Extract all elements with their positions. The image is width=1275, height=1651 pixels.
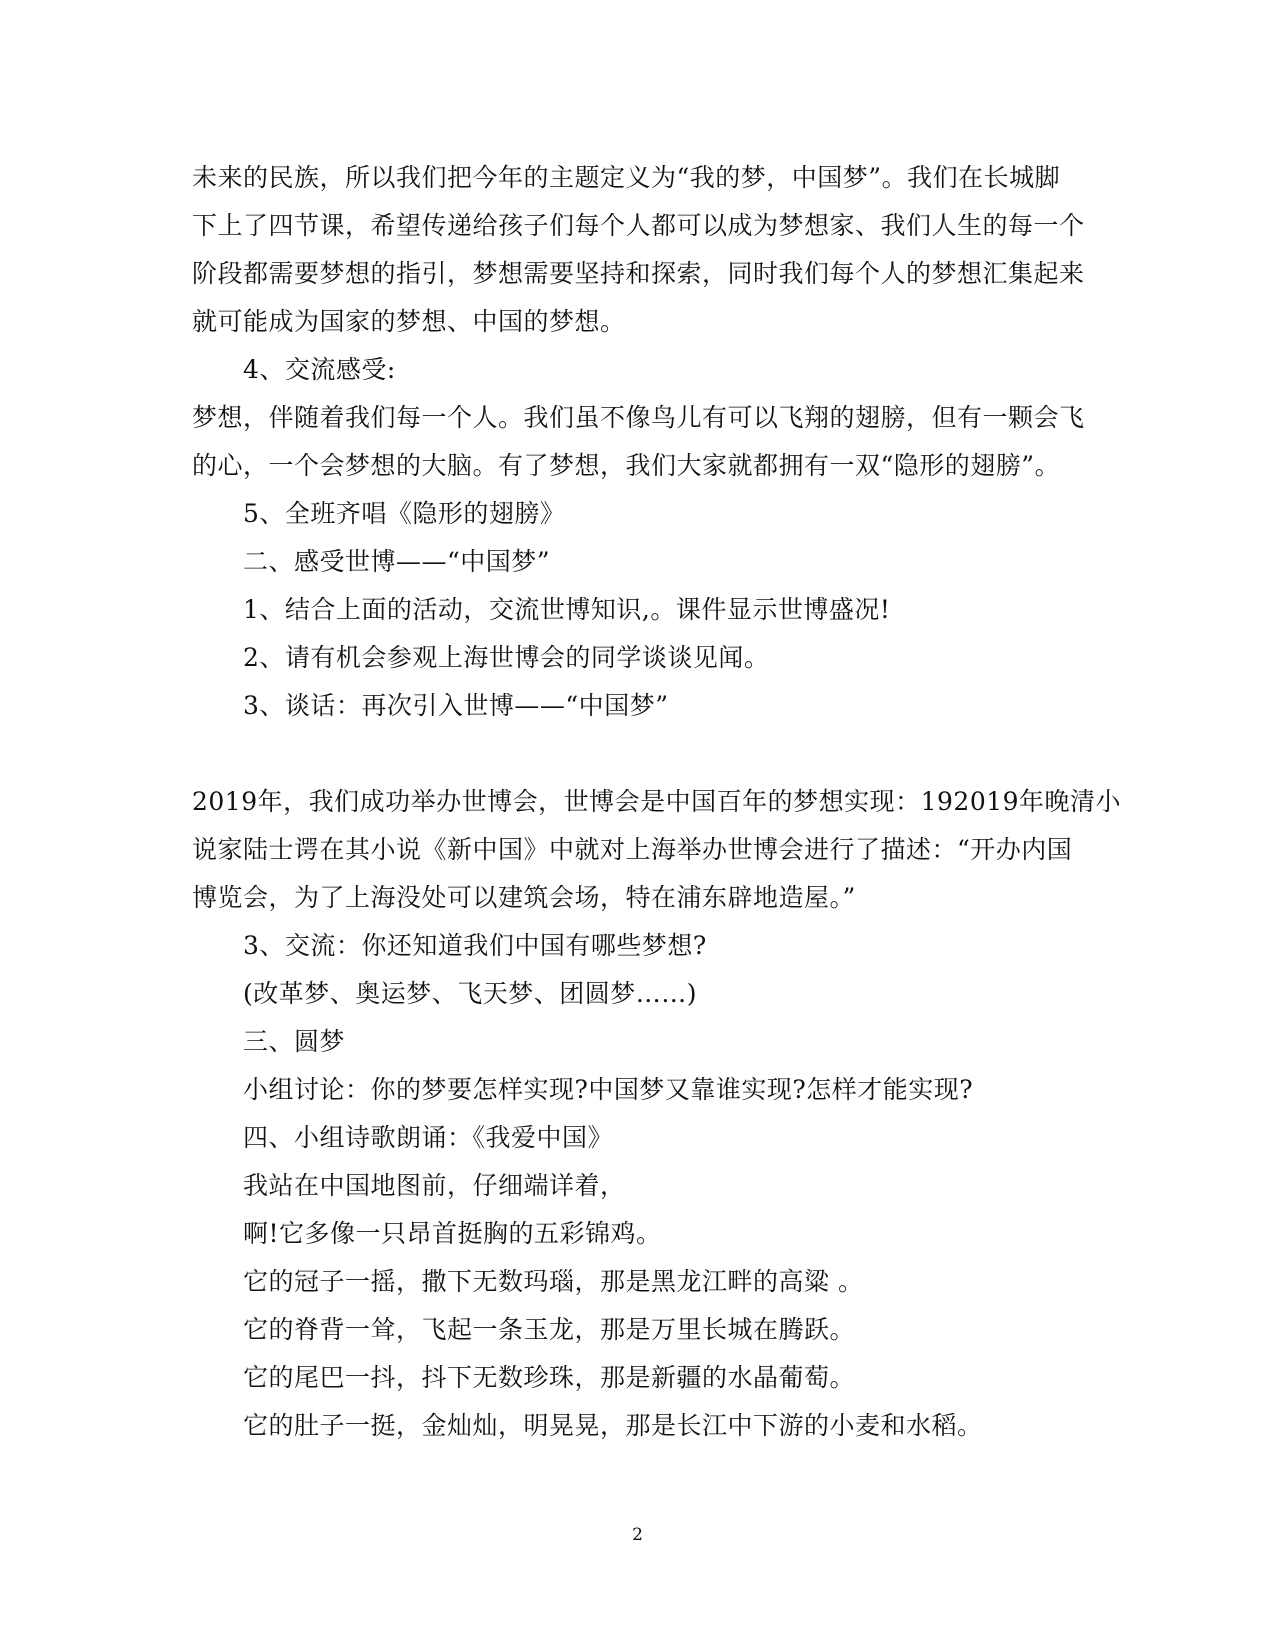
expo-paragraph-line: 2019年，我们成功举办世博会，世博会是中国百年的梦想实现：192019年晚清小 — [192, 787, 1122, 816]
item-3-exchange: 3、交流：你还知道我们中国有哪些梦想? — [243, 931, 707, 960]
section-4-heading: 四、小组诗歌朗诵：《我爱中国》 — [243, 1123, 614, 1152]
intro-paragraph-line: 阶段都需要梦想的指引，梦想需要坚持和探索，同时我们每个人的梦想汇集起来 — [192, 259, 1085, 288]
group-discussion: 小组讨论：你的梦要怎样实现?中国梦又靠谁实现?怎样才能实现? — [243, 1075, 974, 1104]
poem-line: 它的冠子一摇，撒下无数玛瑙，那是黑龙江畔的高粱 。 — [243, 1267, 864, 1296]
poem-line: 啊!它多像一只昂首挺胸的五彩锦鸡。 — [243, 1219, 662, 1248]
poem-line: 它的脊背一耸，飞起一条玉龙，那是万里长城在腾跃。 — [243, 1315, 856, 1344]
item-5-song: 5、全班齐唱《隐形的翅膀》 — [243, 499, 566, 528]
expo-paragraph-line: 博览会，为了上海没处可以建筑会场，特在浦东辟地造屋。” — [192, 883, 856, 912]
section-2-item: 2、请有机会参观上海世博会的同学谈谈见闻。 — [243, 643, 770, 672]
intro-paragraph-line: 就可能成为国家的梦想、中国的梦想。 — [192, 307, 626, 336]
dream-paragraph-line: 的心，一个会梦想的大脑。有了梦想，我们大家就都拥有一双“隐形的翅膀”。 — [192, 451, 1061, 480]
item-4-heading: 4、交流感受: — [243, 355, 396, 384]
section-2-item: 1、结合上面的活动，交流世博知识,。课件显示世博盛况! — [243, 595, 891, 624]
intro-paragraph-line: 下上了四节课，希望传递给孩子们每个人都可以成为梦想家、我们人生的每一个 — [192, 211, 1085, 240]
page-number: 2 — [632, 1525, 643, 1545]
expo-paragraph-line: 说家陆士谔在其小说《新中国》中就对上海举办世博会进行了描述：“开办内国 — [192, 835, 1073, 864]
dreams-list: (改革梦、奥运梦、飞天梦、团圆梦……) — [243, 979, 698, 1008]
section-2-heading: 二、感受世博——“中国梦” — [243, 547, 551, 576]
poem-line: 我站在中国地图前，仔细端详着， — [243, 1171, 626, 1200]
dream-paragraph-line: 梦想，伴随着我们每一个人。我们虽不像鸟儿有可以飞翔的翅膀，但有一颗会飞 — [192, 403, 1085, 432]
poem-line: 它的尾巴一抖，抖下无数珍珠，那是新疆的水晶葡萄。 — [243, 1363, 856, 1392]
section-2-item: 3、谈话：再次引入世博——“中国梦” — [243, 691, 669, 720]
section-3-heading: 三、圆梦 — [243, 1027, 346, 1056]
poem-line: 它的肚子一挺，金灿灿，明晃晃，那是长江中下游的小麦和水稻。 — [243, 1411, 983, 1440]
intro-paragraph-line: 未来的民族，所以我们把今年的主题定义为“我的梦，中国梦”。我们在长城脚 — [192, 163, 1061, 192]
